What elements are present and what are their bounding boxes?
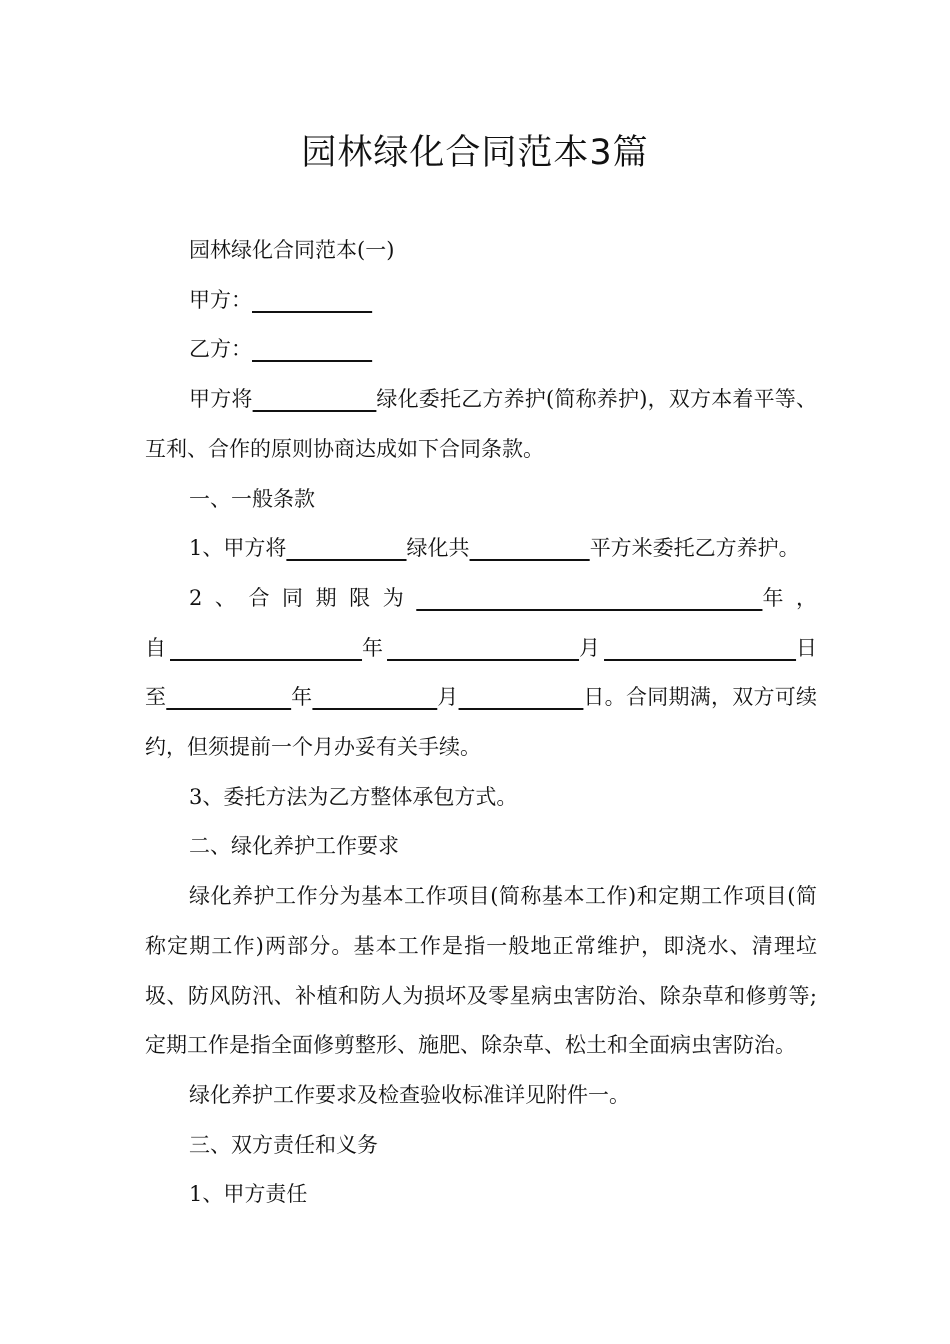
- fill-in-blank: [604, 636, 796, 660]
- fill-in-blank: [387, 636, 579, 660]
- document-body: [145, 226, 817, 1220]
- fill-in-blank: [459, 685, 584, 709]
- fill-in-blank: [416, 586, 762, 610]
- clause-3-1: 1、甲方责任: [189, 1182, 308, 1207]
- clause-1-3: 3、委托方法为乙方整体承包方式。: [189, 784, 518, 809]
- clause-1-2: 2、合同期限为 年，自 年 月 日至 年 月 日。合同期满，双方可续约，但须提前一个月办妥有关手续。: [145, 585, 818, 760]
- document-title: 园林绿化合同范本3篇: [301, 133, 649, 173]
- fill-in-blank: [312, 685, 437, 709]
- clause-1-1: 1、甲方将 绿化共 平方米委托乙方养护。: [189, 536, 800, 561]
- fill-in-blank: [286, 536, 406, 560]
- section-heading-general: 一、一般条款: [189, 486, 315, 511]
- fill-in-blank: [252, 337, 372, 361]
- fill-in-blank: [170, 636, 362, 660]
- section-heading-responsibilities: 三、双方责任和义务: [189, 1132, 378, 1157]
- fill-in-blank: [253, 387, 377, 411]
- preamble-paragraph: 甲方将 绿化委托乙方养护(简称养护)，双方本着平等、互利、合作的原则协商达成如下合同条款。: [145, 387, 818, 461]
- section-heading-requirements: 二、绿化养护工作要求: [189, 834, 399, 859]
- party-a-line: 甲方：: [145, 276, 817, 326]
- fill-in-blank: [252, 288, 372, 312]
- contract-subtitle: 园林绿化合同范本(一): [189, 238, 395, 262]
- party-b-line: 乙方：: [145, 325, 817, 375]
- fill-in-blank: [166, 685, 291, 709]
- requirements-annex-note: 绿化养护工作要求及检查验收标准详见附件一。: [189, 1082, 630, 1107]
- requirements-paragraph: 绿化养护工作分为基本工作项目(简称基本工作)和定期工作项目(简称定期工作)两部分。基本工作是指一般地正常维护，即浇水、清理垃圾、防风防汛、补植和防人为损坏及零星病虫害防治、除杂草和修剪等;定期工作是指全面修剪整形、施肥、除杂草、松土和全面病虫害防治。: [145, 884, 817, 1058]
- fill-in-blank: [470, 536, 590, 560]
